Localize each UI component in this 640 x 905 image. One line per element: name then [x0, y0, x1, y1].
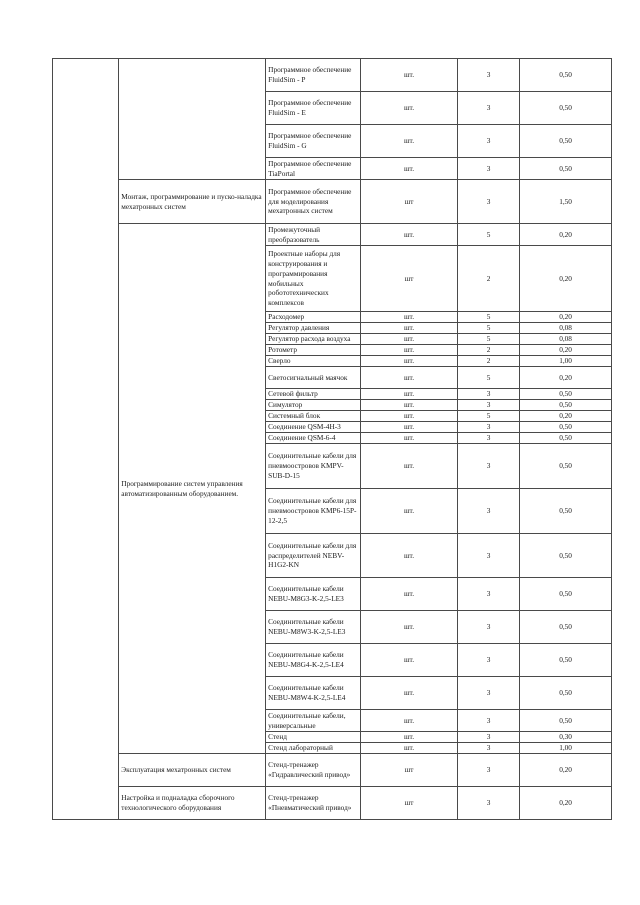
value-cell: 0,50 [520, 534, 612, 578]
value-cell: 0,20 [520, 411, 612, 422]
unit-cell: шт. [361, 644, 458, 677]
unit-cell: шт. [361, 444, 458, 489]
value-cell: 0,20 [520, 367, 612, 389]
quantity-cell: 3 [457, 732, 519, 743]
equipment-name-cell: Соединительные кабели для пневмоостровов KMP6-15P-12-2,5 [266, 489, 361, 534]
equipment-name-cell: Стенд [266, 732, 361, 743]
value-cell: 0,50 [520, 433, 612, 444]
activity-cell [119, 754, 266, 787]
unit-cell: шт. [361, 743, 458, 754]
unit-cell: шт. [361, 323, 458, 334]
value-cell: 1,00 [520, 743, 612, 754]
value-cell: 0,20 [520, 787, 612, 820]
unit-cell: шт. [361, 489, 458, 534]
quantity-cell: 2 [457, 345, 519, 356]
unit-cell: шт. [361, 534, 458, 578]
equipment-name-cell: Регулятор давления [266, 323, 361, 334]
equipment-name-cell: Расходомер [266, 312, 361, 323]
equipment-name-cell: Стенд-тренажер «Пневматический привод» [266, 787, 361, 820]
value-cell: 0,30 [520, 732, 612, 743]
equipment-name-cell: Сверло [266, 356, 361, 367]
equipment-name-cell: Проектные наборы для конструирования и программирования мобильных робототехнических комплексов [266, 246, 361, 312]
quantity-cell: 5 [457, 334, 519, 345]
equipment-name-cell: Соединение QSM-6-4 [266, 433, 361, 444]
unit-cell: шт. [361, 710, 458, 732]
quantity-cell: 3 [457, 644, 519, 677]
quantity-cell: 3 [457, 433, 519, 444]
unit-cell: шт. [361, 389, 458, 400]
value-cell: 0,50 [520, 158, 612, 180]
activity-cell [119, 180, 266, 224]
quantity-cell: 3 [457, 534, 519, 578]
equipment-name-cell: Соединительные кабели NEBU-M8G4-K-2,5-LE4 [266, 644, 361, 677]
quantity-cell: 3 [457, 400, 519, 411]
value-cell: 0,08 [520, 323, 612, 334]
activity-text: Монтаж, программирование и пуско-наладка мехатронных систем [121, 191, 262, 211]
quantity-cell: 3 [457, 125, 519, 158]
unit-cell: шт. [361, 422, 458, 433]
table-row [53, 59, 612, 92]
unit-cell: шт. [361, 345, 458, 356]
value-cell: 0,50 [520, 489, 612, 534]
table-row [53, 224, 612, 246]
value-cell: 0,20 [520, 224, 612, 246]
value-cell: 0,50 [520, 92, 612, 125]
quantity-cell: 3 [457, 743, 519, 754]
unit-cell: шт. [361, 411, 458, 422]
quantity-cell: 3 [457, 389, 519, 400]
value-cell: 0,50 [520, 422, 612, 433]
value-cell: 0,08 [520, 334, 612, 345]
equipment-name-cell: Программное обеспечение FluidSim - G [266, 125, 361, 158]
quantity-cell: 3 [457, 787, 519, 820]
unit-cell: шт. [361, 356, 458, 367]
unit-cell: шт. [361, 125, 458, 158]
number-column-cell [53, 59, 119, 820]
quantity-cell: 3 [457, 180, 519, 224]
equipment-name-cell: Соединительные кабели для пневмоостровов KMPV-SUB-D-15 [266, 444, 361, 489]
unit-cell: шт. [361, 334, 458, 345]
value-cell: 0,20 [520, 754, 612, 787]
value-cell: 0,20 [520, 312, 612, 323]
unit-cell: шт. [361, 400, 458, 411]
equipment-name-cell: Программное обеспечение FluidSim - P [266, 59, 361, 92]
equipment-name-cell: Симулятор [266, 400, 361, 411]
quantity-cell: 2 [457, 246, 519, 312]
equipment-name-cell: Системный блок [266, 411, 361, 422]
value-cell: 0,50 [520, 611, 612, 644]
equipment-name-cell: Стенд-тренажер «Гидравлический привод» [266, 754, 361, 787]
equipment-name-cell: Программное обеспечение для моделирования мехатронных систем [266, 180, 361, 224]
quantity-cell: 2 [457, 356, 519, 367]
unit-cell: шт. [361, 158, 458, 180]
unit-cell: шт. [361, 433, 458, 444]
activity-text: Программирование систем управления автоматизированным оборудованием. [121, 478, 243, 498]
quantity-cell: 3 [457, 677, 519, 710]
value-cell: 0,50 [520, 444, 612, 489]
unit-cell: шт [361, 246, 458, 312]
unit-cell: шт [361, 787, 458, 820]
unit-cell: шт. [361, 312, 458, 323]
quantity-cell: 5 [457, 323, 519, 334]
equipment-name-cell: Светосигнальный маячок [266, 367, 361, 389]
equipment-name-cell: Стенд лабораторный [266, 743, 361, 754]
value-cell: 0,20 [520, 345, 612, 356]
unit-cell: шт. [361, 611, 458, 644]
unit-cell: шт. [361, 677, 458, 710]
equipment-name-cell: Соединительные кабели NEBU-M8W4-K-2,5-LE4 [266, 677, 361, 710]
equipment-name-cell: Программное обеспечение TiaPortal [266, 158, 361, 180]
activity-cell [119, 787, 266, 820]
equipment-name-cell: Соединение QSM-4H-3 [266, 422, 361, 433]
equipment-name-cell: Соединительные кабели, универсальные [266, 710, 361, 732]
quantity-cell: 3 [457, 710, 519, 732]
quantity-cell: 3 [457, 59, 519, 92]
quantity-cell: 3 [457, 489, 519, 534]
unit-cell: шт. [361, 92, 458, 125]
quantity-cell: 3 [457, 444, 519, 489]
equipment-name-cell: Ротометр [266, 345, 361, 356]
unit-cell: шт. [361, 59, 458, 92]
unit-cell: шт. [361, 578, 458, 611]
quantity-cell: 3 [457, 754, 519, 787]
quantity-cell: 3 [457, 158, 519, 180]
unit-cell: шт [361, 754, 458, 787]
value-cell: 0,20 [520, 246, 612, 312]
unit-cell: шт. [361, 732, 458, 743]
value-cell: 0,50 [520, 677, 612, 710]
quantity-cell: 5 [457, 312, 519, 323]
activity-cell [119, 224, 266, 754]
unit-cell: шт. [361, 224, 458, 246]
equipment-name-cell: Программное обеспечение FluidSim - E [266, 92, 361, 125]
quantity-cell: 3 [457, 92, 519, 125]
value-cell: 0,50 [520, 59, 612, 92]
table-row [53, 180, 612, 224]
value-cell: 1,00 [520, 356, 612, 367]
equipment-name-cell: Сетевой фильтр [266, 389, 361, 400]
table-row [53, 787, 612, 820]
equipment-table-body [53, 59, 612, 820]
quantity-cell: 3 [457, 578, 519, 611]
quantity-cell: 3 [457, 611, 519, 644]
activity-text: Эксплуатация мехатронных систем [121, 765, 231, 775]
quantity-cell: 5 [457, 411, 519, 422]
equipment-name-cell: Соединительные кабели NEBU-M8W3-K-2,5-LE3 [266, 611, 361, 644]
equipment-table [52, 58, 612, 820]
activity-text: Настройка и подналадка сборочного технологического оборудования [121, 793, 235, 812]
table-row [53, 754, 612, 787]
equipment-name-cell: Соединительные кабели для распределителей NEBV-H1G2-KN [266, 534, 361, 578]
value-cell: 0,50 [520, 389, 612, 400]
value-cell: 0,50 [520, 578, 612, 611]
unit-cell: шт. [361, 367, 458, 389]
value-cell: 0,50 [520, 400, 612, 411]
value-cell: 0,50 [520, 644, 612, 677]
value-cell: 1,50 [520, 180, 612, 224]
unit-cell: шт [361, 180, 458, 224]
equipment-name-cell: Соединительные кабели NEBU-M8G3-K-2,5-LE3 [266, 578, 361, 611]
quantity-cell: 5 [457, 224, 519, 246]
quantity-cell: 3 [457, 422, 519, 433]
value-cell: 0,50 [520, 710, 612, 732]
value-cell: 0,50 [520, 125, 612, 158]
equipment-name-cell: Промежуточный преобразователь [266, 224, 361, 246]
equipment-name-cell: Регулятор расхода воздуха [266, 334, 361, 345]
quantity-cell: 5 [457, 367, 519, 389]
activity-cell [119, 59, 266, 180]
